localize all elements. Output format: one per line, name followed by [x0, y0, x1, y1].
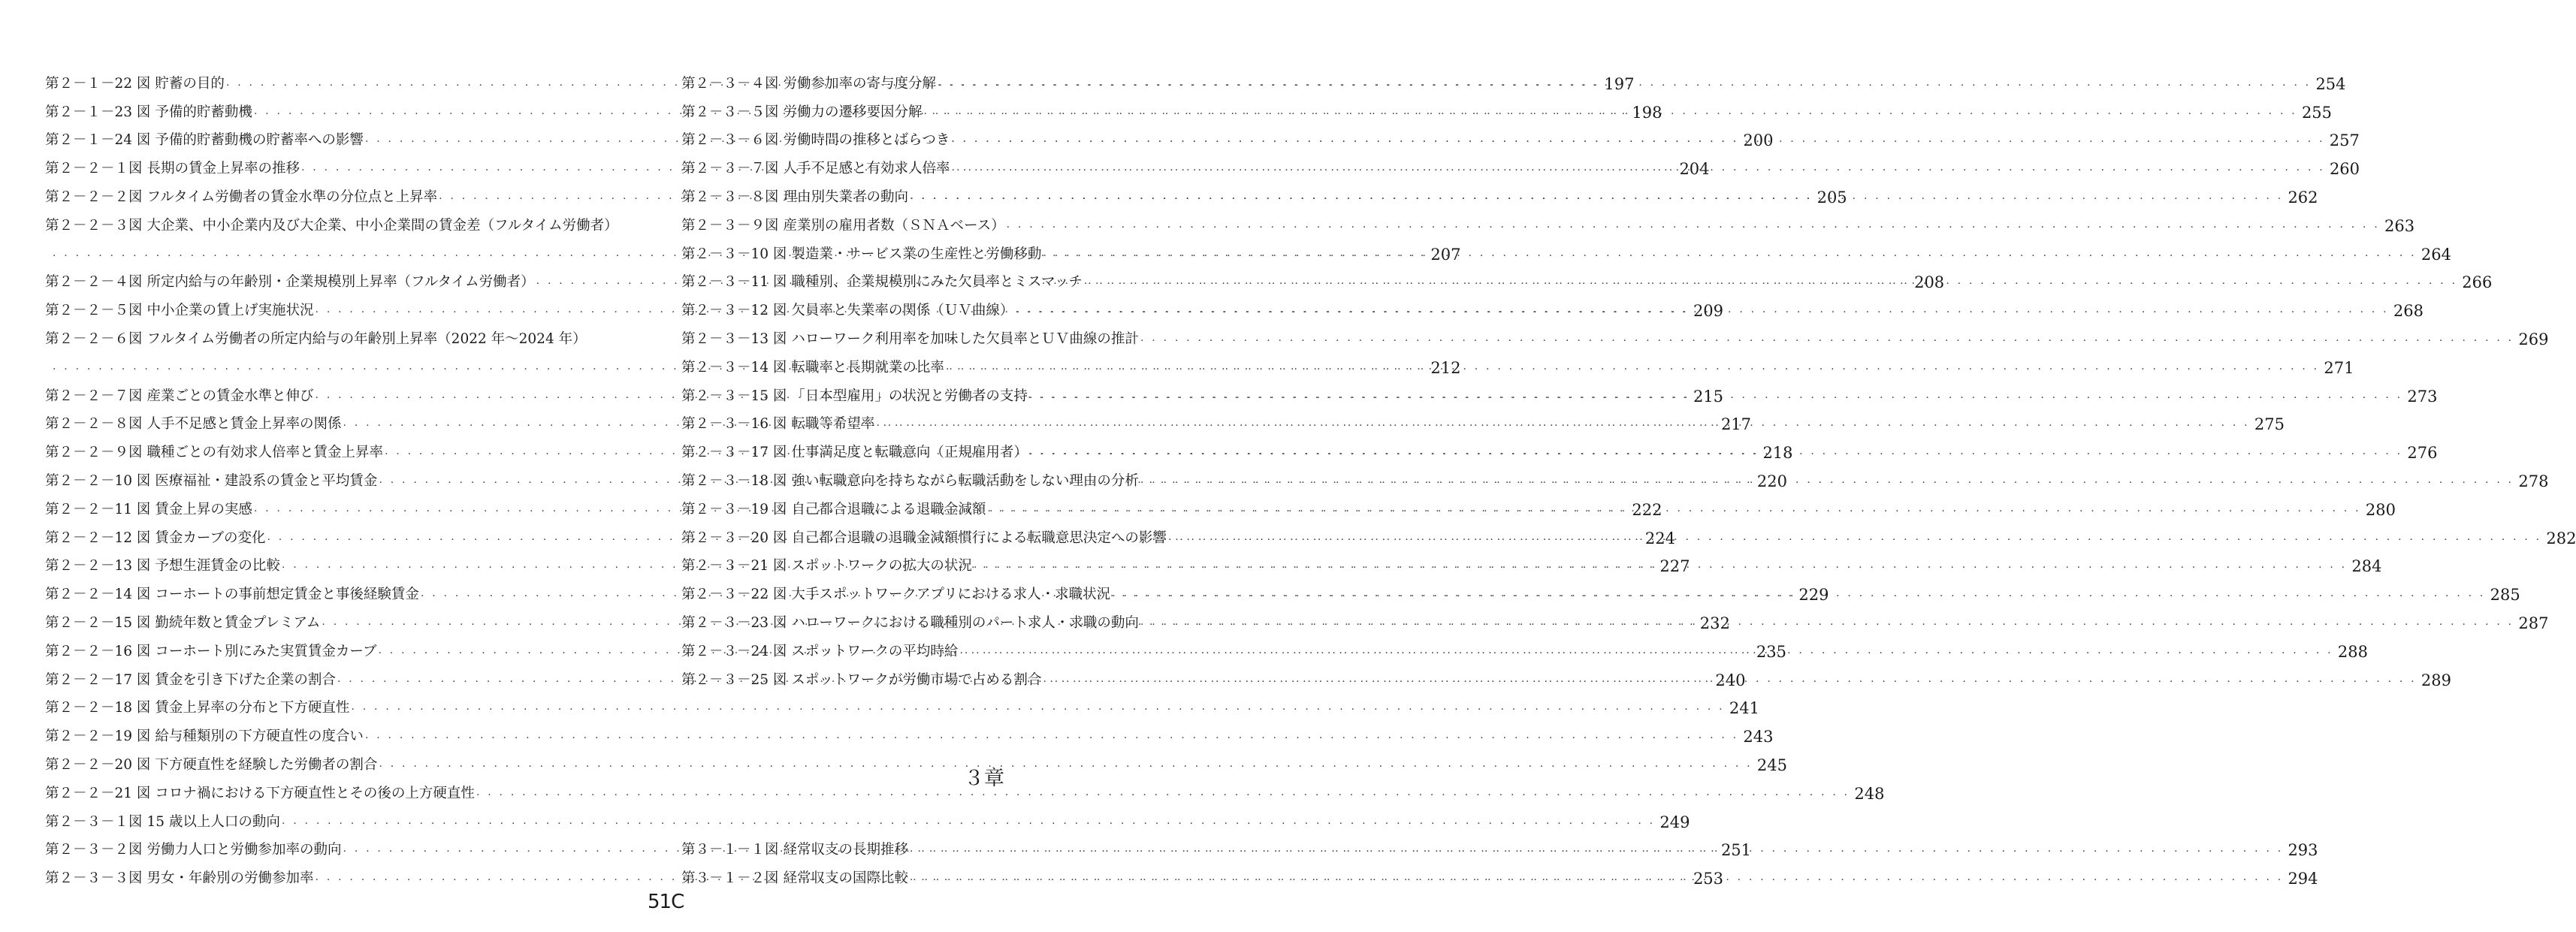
dot-leader — [379, 759, 1752, 774]
figure-title: 理由別失業者の動向 — [783, 189, 909, 205]
dot-leader — [1029, 447, 2402, 462]
figure-number: 第２－２－19 図 — [45, 728, 151, 745]
page-number: 268 — [2393, 302, 2423, 321]
dot-leader — [1015, 305, 2388, 320]
dot-leader — [910, 844, 2283, 859]
dot-leader — [1140, 333, 2514, 348]
figure-number: 第２－３－10 図 — [681, 246, 787, 262]
dot-leader — [365, 731, 1738, 746]
dot-leader — [974, 560, 2347, 575]
toc-entry — [45, 320, 627, 348]
figure-number: 第２－３－４図 — [681, 75, 779, 92]
figure-title: フルタイム労働者の所定内給与の年齢別上昇率（2022 年～2024 年） — [146, 330, 587, 347]
figure-number: 第２－３－24 図 — [681, 643, 787, 659]
figure-title: 労働時間の推移とばらつき — [783, 132, 950, 149]
page-number: 254 — [2315, 74, 2346, 93]
figure-number: 第２－３－８図 — [681, 189, 779, 205]
figure-title: 職種ごとの有効求人倍率と賃金上昇率 — [146, 445, 384, 461]
figure-title: 医療福祉・建設系の賃金と平均賃金 — [155, 472, 378, 489]
figure-title: 産業ごとの賃金水準と伸び — [146, 388, 314, 404]
page-number: 240 — [1715, 671, 1746, 689]
figure-title: 貯蓄の目的 — [155, 75, 225, 92]
figure-title: コーホートの事前想定賃金と事後経験賃金 — [155, 587, 419, 603]
figure-number: 第２－３－７図 — [681, 161, 779, 177]
chapter-heading: ３章 — [964, 767, 1004, 790]
figure-title: 労働力人口と労働参加率の動向 — [146, 842, 342, 858]
page-number: 212 — [1430, 358, 1461, 377]
page-number: 257 — [2329, 131, 2360, 150]
dot-leader — [952, 163, 2325, 178]
figure-number: 第２－２－15 図 — [45, 614, 151, 631]
toc-entry — [681, 320, 2549, 348]
page-folio: 51C — [648, 891, 684, 913]
figure-number: 第２－２－７図 — [45, 388, 143, 404]
dot-leader — [1029, 391, 2402, 406]
figure-number: 第２－３－23 図 — [681, 614, 787, 631]
figure-title: ハローワーク利用率を加味した欠員率とＵＶ曲線の推計 — [791, 330, 1139, 347]
dot-leader — [1140, 617, 2514, 632]
figure-number: 第２－２－18 図 — [45, 700, 151, 716]
dot-leader — [946, 362, 2319, 377]
toc-entry — [45, 689, 1759, 718]
figure-title: コーホート別にみた実質賃金カーブ — [155, 643, 377, 659]
dot-leader — [924, 107, 2297, 122]
figure-title: 長期の賃金上昇率の推移 — [146, 161, 300, 177]
figure-title: 転職等希望率 — [791, 416, 875, 433]
page-number: 205 — [1816, 188, 1847, 207]
figure-number: 第２－１－22 図 — [45, 75, 151, 92]
page-number: 200 — [1743, 131, 1774, 150]
figure-number: 第２－３－19 図 — [681, 501, 787, 517]
figure-title: 予想生涯賃金の比較 — [155, 558, 280, 575]
page-number: 255 — [2301, 103, 2333, 122]
page-number: 204 — [1679, 160, 1710, 179]
toc-entry — [681, 207, 2415, 235]
page-number: 269 — [2518, 330, 2549, 348]
page-number: 285 — [2490, 586, 2520, 605]
page-number: 208 — [1914, 273, 1945, 292]
figure-title: 経常収支の国際比較 — [783, 870, 909, 886]
page-number: 284 — [2351, 557, 2382, 576]
dot-leader — [910, 873, 2283, 888]
page-number: 249 — [1659, 813, 1690, 831]
dot-leader — [1043, 249, 2416, 264]
page-number: 251 — [1720, 841, 1752, 860]
page-number: 278 — [2518, 472, 2549, 490]
page-number: 293 — [2288, 840, 2318, 859]
page-number: 198 — [1632, 103, 1662, 122]
figure-title: 下方硬直性を経験した労働者の割合 — [155, 756, 378, 773]
page-number: 287 — [2518, 614, 2549, 632]
page-number: 197 — [1604, 74, 1635, 93]
page-number: 217 — [1720, 415, 1752, 434]
toc-entry — [681, 604, 2549, 632]
page-number: 218 — [1762, 444, 1793, 463]
page-number: 222 — [1632, 500, 1662, 519]
dot-leader — [476, 788, 1850, 803]
page-number: 288 — [2337, 642, 2368, 661]
toc-entry — [45, 207, 627, 235]
page-number: 275 — [2254, 415, 2285, 434]
figure-number: 第２－２－13 図 — [45, 558, 151, 575]
figure-number: 第２－２－６図 — [45, 330, 143, 347]
page-number: 227 — [1659, 557, 1690, 576]
dot-leader — [987, 504, 2360, 519]
dot-leader — [959, 646, 2333, 661]
figure-number: 第２－２－２図 — [45, 189, 143, 205]
figure-title: 予備的貯蓄動機 — [155, 104, 252, 120]
page-number: 220 — [1756, 472, 1787, 490]
figure-title: 産業別の雇用者数（ＳＮＡベース） — [783, 217, 1005, 234]
page-number: 262 — [2288, 188, 2318, 207]
dot-leader — [1112, 589, 2485, 604]
page-number: 207 — [1430, 245, 1461, 264]
page-number: 289 — [2420, 671, 2451, 689]
figure-title: 所定内給与の年齢別・企業規模別上昇率（フルタイム労働者） — [146, 274, 535, 291]
figure-number: 第２－３－９図 — [681, 217, 779, 234]
figure-number: 第２－１－24 図 — [45, 132, 151, 149]
dot-leader — [951, 134, 2324, 149]
figure-number: 第２－３－16 図 — [681, 416, 787, 433]
page-number: 232 — [1699, 614, 1730, 632]
page-number: 282 — [2546, 529, 2576, 547]
dot-leader — [282, 816, 1655, 831]
dot-leader — [351, 702, 1724, 717]
dot-leader — [1007, 220, 2380, 235]
figure-title: 人手不足感と賃金上昇率の関係 — [146, 416, 342, 433]
figure-title: 自己都合退職の退職金減額慣行による転職意思決定への影響 — [791, 529, 1167, 546]
figure-number: 第３－１－１図 — [681, 841, 779, 858]
figure-number: 第２－２－４図 — [45, 274, 143, 291]
page-number: 266 — [2462, 273, 2493, 292]
figure-number: 第２－３－25 図 — [681, 671, 787, 688]
page-number: 215 — [1693, 387, 1724, 406]
dot-leader — [1140, 475, 2514, 490]
figure-number: 第２－２－３図 — [45, 217, 143, 234]
dot-leader — [1168, 532, 2541, 547]
figure-title: スポットワークの拡大の状況 — [791, 558, 972, 575]
page-number: 235 — [1756, 642, 1786, 661]
figure-title: 労働参加率の寄与度分解 — [783, 75, 937, 92]
page-number: 273 — [2407, 387, 2438, 406]
figure-title: ハローワークにおける職種別のパート求人・求職の動向 — [791, 614, 1139, 631]
figure-title: 男女・年齢別の労働参加率 — [146, 870, 314, 887]
dot-leader — [1043, 674, 2416, 689]
figure-title: スポットワークが労働市場で占める割合 — [791, 671, 1042, 688]
figure-title: 強い転職意向を持ちながら転職活動をしない理由の分析 — [791, 472, 1139, 489]
figure-number: 第２－３－６図 — [681, 132, 779, 149]
figure-title: 仕事満足度と転職意向（正規雇用者） — [791, 445, 1028, 461]
figure-title: コロナ禍における下方硬直性とその後の上方硬直性 — [155, 785, 475, 801]
figure-number: 第２－２－17 図 — [45, 671, 151, 688]
toc-entry — [45, 803, 1690, 831]
figure-title: 予備的貯蓄動機の貯蓄率への影響 — [155, 132, 364, 149]
page-number: 253 — [1693, 870, 1724, 888]
figure-title: 職種別、企業規模別にみた欠員率とミスマッチ — [791, 274, 1083, 291]
figure-number: 第２－２－20 図 — [45, 756, 151, 773]
figure-title: 自己都合退職による退職金減額 — [791, 501, 986, 517]
page-number: 243 — [1743, 728, 1774, 747]
dot-leader — [1084, 276, 2457, 291]
figure-number: 第２－３－５図 — [681, 104, 779, 120]
figure-title: 大企業、中小企業内及び大企業、中小企業間の賃金差（フルタイム労働者） — [146, 217, 618, 234]
figure-title: 労働力の遷移要因分解 — [783, 104, 923, 120]
figure-number: 第２－１－23 図 — [45, 104, 151, 120]
figure-title: 賃金上昇率の分布と下方硬直性 — [155, 700, 350, 716]
figure-number: 第２－３－２図 — [45, 842, 143, 858]
figure-title: 経常収支の長期推移 — [783, 841, 909, 858]
page-number: 209 — [1693, 302, 1724, 321]
figure-title: 賃金カーブの変化 — [155, 529, 266, 546]
toc-entry — [45, 717, 1774, 747]
figure-title: 欠員率と失業率の関係（ＵＶ曲線） — [791, 303, 1014, 319]
figure-number: 第２－３－14 図 — [681, 359, 787, 376]
figure-number: 第２－３－15 図 — [681, 388, 787, 404]
figure-number: 第２－３－21 図 — [681, 558, 787, 575]
figure-number: 第２－３－12 図 — [681, 303, 787, 319]
page-number: 264 — [2420, 245, 2451, 264]
figure-title: 大手スポットワークアプリにおける求人・求職状況 — [791, 587, 1111, 603]
dot-leader — [938, 78, 2311, 93]
figure-number: 第２－２－８図 — [45, 416, 143, 433]
page-number: 245 — [1756, 756, 1787, 774]
figure-title: スポットワークの平均時給 — [791, 643, 959, 659]
page-number: 241 — [1729, 699, 1759, 718]
figure-number: 第２－２－10 図 — [45, 472, 151, 489]
figure-title: 15 歳以上人口の動向 — [146, 813, 280, 830]
figure-number: 第２－３－17 図 — [681, 445, 787, 461]
page-number: 271 — [2324, 358, 2354, 377]
page-number: 280 — [2365, 500, 2396, 519]
page-number: 294 — [2288, 869, 2318, 888]
figure-number: 第２－２－16 図 — [45, 643, 151, 659]
figure-number: 第２－２－21 図 — [45, 785, 151, 801]
figure-title: 賃金上昇の実感 — [155, 501, 252, 517]
figure-title: 給与種類別の下方硬直性の度合い — [155, 728, 364, 745]
figure-number: 第２－３－18 図 — [681, 472, 787, 489]
dot-leader — [910, 192, 2283, 207]
figure-number: 第２－２－14 図 — [45, 587, 151, 603]
figure-title: 人手不足感と有効求人倍率 — [783, 161, 950, 177]
figure-title: 賃金を引き下げた企業の割合 — [155, 671, 336, 688]
figure-title: 中小企業の賃上げ実施状況 — [146, 303, 314, 319]
figure-title: 転職率と長期就業の比率 — [791, 359, 944, 376]
page-number: 229 — [1798, 586, 1829, 605]
figure-title: 「日本型雇用」の状況と労働者の支持 — [791, 388, 1028, 404]
figure-number: 第２－３－13 図 — [681, 330, 787, 347]
page-number: 276 — [2407, 444, 2438, 463]
figure-number: 第２－３－１図 — [45, 813, 143, 830]
figure-number: 第２－３－20 図 — [681, 529, 787, 546]
page-number: 263 — [2384, 216, 2415, 235]
figure-number: 第３－１－２図 — [681, 870, 779, 886]
page-number: 260 — [2329, 160, 2360, 179]
dot-leader — [876, 418, 2249, 433]
figure-title: フルタイム労働者の賃金水準の分位点と上昇率 — [146, 189, 438, 205]
figure-title: 製造業・サービス業の生産性と労働移動 — [791, 246, 1042, 262]
toc-entry — [45, 746, 1787, 774]
figure-number: 第２－２－５図 — [45, 303, 143, 319]
figure-number: 第２－３－22 図 — [681, 587, 787, 603]
page-number: 248 — [1854, 784, 1885, 803]
figure-number: 第２－３－３図 — [45, 870, 143, 887]
figure-number: 第２－２－９図 — [45, 445, 143, 461]
figure-title: 勤続年数と賃金プレミアム — [155, 614, 321, 631]
figure-number: 第２－３－11 図 — [681, 274, 787, 291]
figure-number: 第２－２－12 図 — [45, 529, 151, 546]
figure-number: 第２－２－１図 — [45, 161, 143, 177]
page-number: 224 — [1644, 529, 1675, 547]
figure-number: 第２－２－11 図 — [45, 501, 151, 517]
